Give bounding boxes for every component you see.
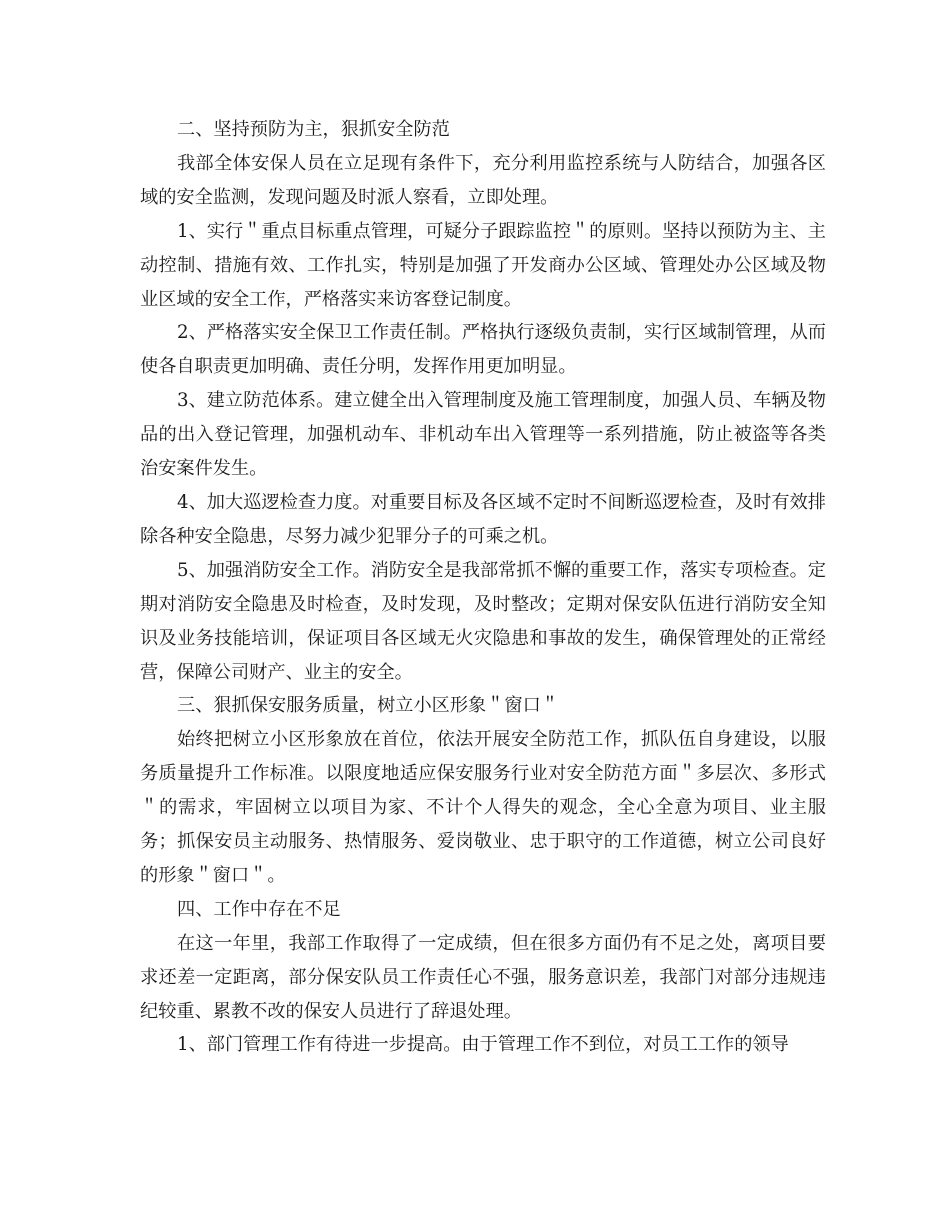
paragraph: 1、部门管理工作有待进一步提高。由于管理工作不到位，对员工工作的领导: [177, 1034, 789, 1056]
paragraph: 3、建立防范体系。建立健全出入管理制度及施工管理制度，加强人员、车辆及物品的出入登记管理，加强机动车、非机动车出入管理等一系列措施，防止被盗等各类治安案件发生。: [140, 390, 826, 480]
paragraph: 1、实行＂重点目标重点管理，可疑分子跟踪监控＂的原则。坚持以预防为主、主动控制、措施有效、工作扎实，特别是加强了开发商办公区域、管理处办公区域及物业区域的安全工作，严格落实来访客登记制度。: [140, 220, 826, 310]
document-body: [140, 113, 826, 1062]
section-heading-4: 四、工作中存在不足: [177, 898, 341, 920]
paragraph: 4、加大巡逻检查力度。对重要目标及各区域不定时不间断巡逻检查，及时有效排除各种安全隐患，尽努力减少犯罪分子的可乘之机。: [140, 491, 826, 547]
paragraph: 始终把树立小区形象放在首位，依法开展安全防范工作，抓队伍自身建设，以服务质量提升工作标准。以限度地适应保安服务行业对安全防范方面＂多层次、多形式＂的需求，牢固树立以项目为家、不计个人得失的观念，全心全意为项目、业主服务；抓保安员主动服务、热情服务、爱岗敬业、忠于职守的工作道德，树立公司良好的形象＂窗口＂。: [140, 729, 826, 886]
paragraph: 我部全体安保人员在立足现有条件下，充分利用监控系统与人防结合，加强各区域的安全监测，发现问题及时派人察看，立即处理。: [140, 152, 826, 208]
section-heading-2: 二、坚持预防为主，狠抓安全防范: [177, 119, 450, 140]
section-heading-3: 三、狠抓保安服务质量，树立小区形象＂窗口＂: [177, 695, 559, 717]
paragraph: 在这一年里，我部工作取得了一定成绩，但在很多方面仍有不足之处，离项目要求还差一定距离，部分保安队员工作责任心不强，服务意识差，我部门对部分违规违纪较重、累教不改的保安人员进行了辞退处理。: [140, 932, 826, 1022]
paragraph: 5、加强消防安全工作。消防安全是我部常抓不懈的重要工作，落实专项检查。定期对消防安全隐患及时检查，及时发现，及时整改；定期对保安队伍进行消防安全知识及业务技能培训，保证项目各区域无火灾隐患和事故的发生，确保管理处的正常经营，保障公司财产、业主的安全。: [140, 559, 826, 683]
paragraph: 2、严格落实安全保卫工作责任制。严格执行逐级负责制，实行区域制管理，从而使各自职责更加明确、责任分明，发挥作用更加明显。: [140, 322, 826, 378]
